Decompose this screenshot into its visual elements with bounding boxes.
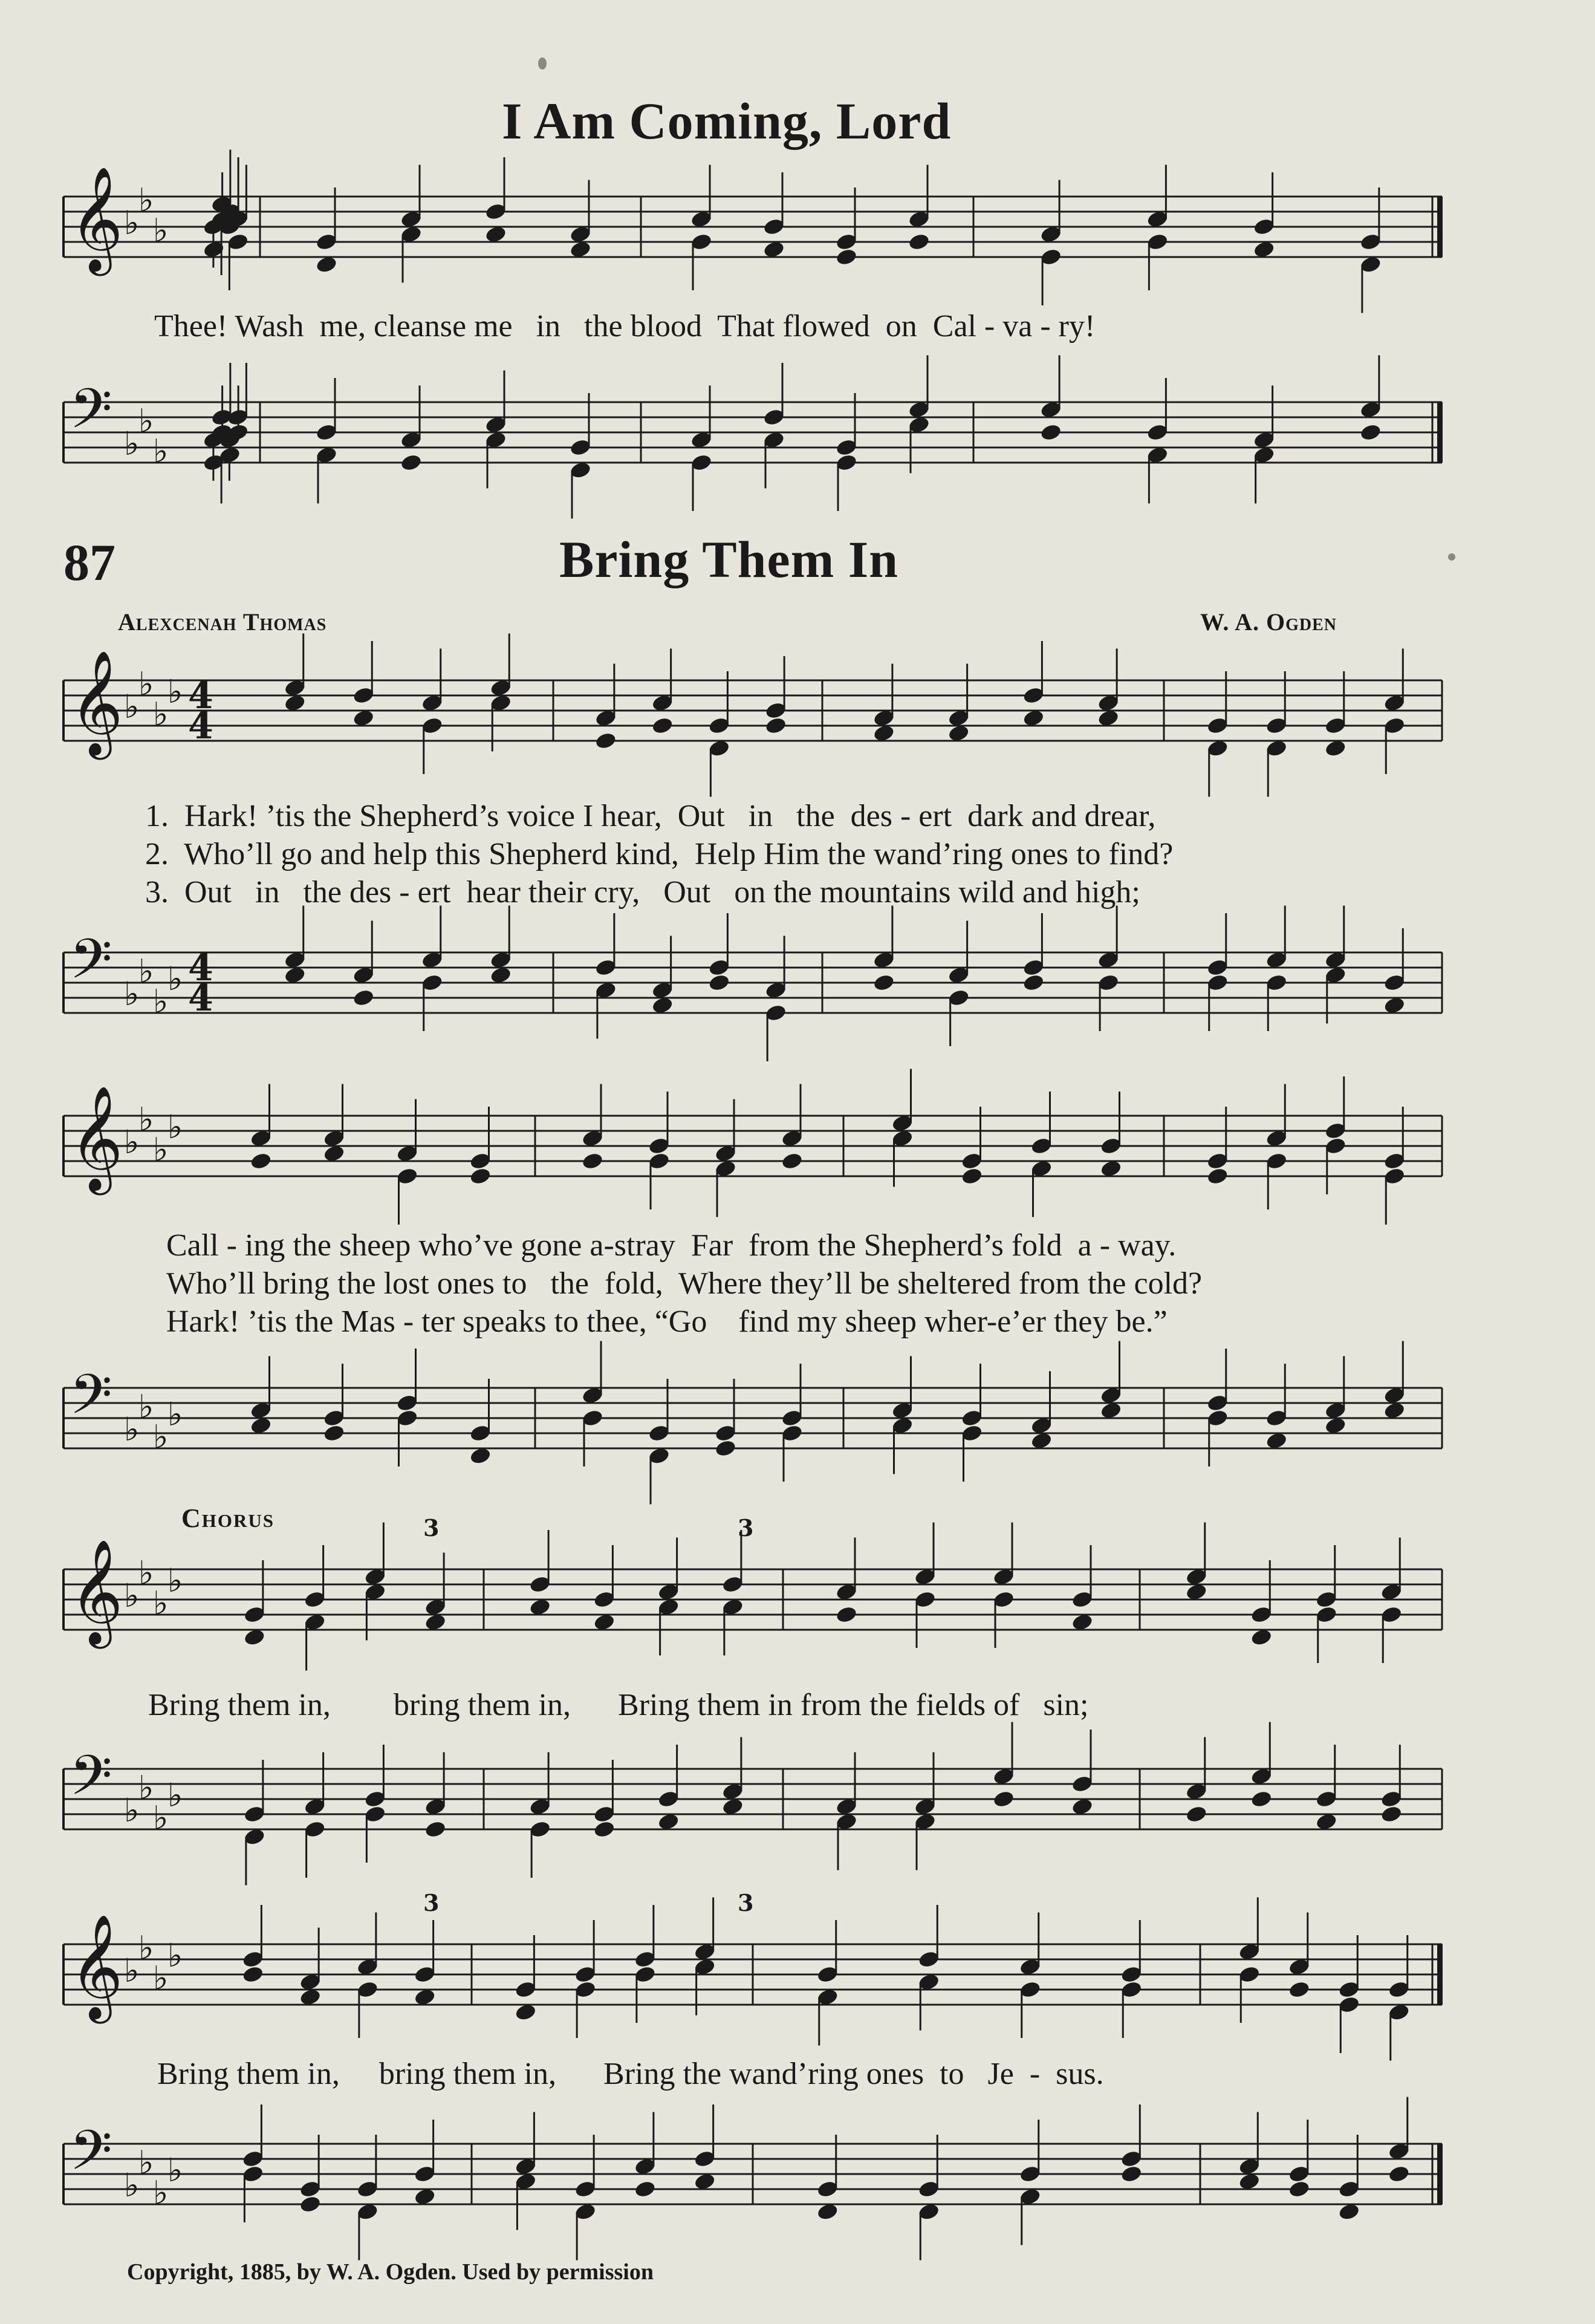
notehead (835, 247, 858, 267)
notehead (714, 1439, 737, 1458)
system2-bass-staff (0, 1362, 1595, 1476)
flat-icon: ♭ (153, 695, 169, 734)
notehead (961, 1167, 984, 1186)
notehead (908, 232, 931, 252)
flat-icon: ♭ (153, 1130, 169, 1169)
notehead (323, 1424, 346, 1443)
flat-icon: ♭ (138, 1387, 154, 1426)
notehead (352, 988, 375, 1007)
paper-blemish (1448, 553, 1455, 561)
flat-icon: ♭ (138, 2143, 154, 2182)
prev-hymn-lyrics: Thee! Wash me, cleanse me in the blood That flowed on Cal - va - ry! (154, 309, 1096, 343)
flat-icon: ♭ (153, 982, 169, 1021)
bass-clef-icon: 𝄢 (70, 927, 112, 1004)
system1-bass-staff (0, 927, 1595, 1040)
flat-icon: ♭ (153, 1418, 169, 1456)
notehead (1288, 2179, 1311, 2199)
flat-icon: ♭ (124, 2166, 140, 2204)
prev-hymn-bass-staff (0, 377, 1595, 490)
flat-icon: ♭ (167, 1108, 183, 1146)
flat-icon: ♭ (124, 688, 140, 726)
treble-clef-icon: 𝄞 (70, 1914, 123, 2019)
triplet-mark: 3 (423, 1514, 440, 1541)
notehead (299, 2195, 322, 2214)
chorus-label: Chorus (181, 1503, 275, 1533)
verse1-line1: 1. Hark! ’tis the Shepherd’s voice I hear, Out in the des - ert dark and drear, (145, 799, 1156, 833)
flat-icon: ♭ (138, 952, 154, 991)
hymn-author: Alexcenah Thomas (118, 608, 327, 636)
flat-icon: ♭ (124, 425, 140, 463)
flat-icon: ♭ (138, 1929, 154, 1967)
treble-clef-icon: 𝄞 (70, 166, 123, 272)
notehead (1185, 1805, 1208, 1824)
notehead (424, 1820, 447, 1839)
final-treble-staff (0, 1889, 1595, 2032)
hymn-composer: W. A. Ogden (1200, 608, 1337, 636)
paper-blemish (538, 57, 547, 70)
treble-clef-icon: 𝄞 (70, 650, 123, 755)
notehead (634, 2179, 657, 2199)
notehead (1359, 423, 1382, 442)
flat-icon: ♭ (167, 1936, 183, 1974)
triplet-mark: 3 (423, 1889, 440, 1916)
time-signature-bottom: 4 (188, 705, 213, 747)
staff-lines (63, 402, 1442, 463)
system1-treble-staff (0, 650, 1595, 768)
notehead (1380, 1805, 1403, 1824)
staff-lines (63, 1569, 1442, 1630)
flat-icon: ♭ (167, 672, 183, 711)
prev-hymn-title: I Am Coming, Lord (502, 92, 952, 150)
chorus-bass-staff (0, 1743, 1595, 1857)
notehead (469, 1167, 492, 1186)
staff-lines (63, 1769, 1442, 1829)
flat-icon: ♭ (138, 1768, 154, 1807)
flat-icon: ♭ (153, 2173, 169, 2212)
flat-icon: ♭ (153, 1584, 169, 1623)
flat-icon: ♭ (138, 181, 154, 220)
prev-hymn-treble-staff (0, 166, 1595, 284)
notehead (872, 973, 895, 992)
staff-lines (63, 680, 1442, 741)
notehead (1120, 2164, 1143, 2184)
flat-icon: ♭ (138, 1554, 154, 1592)
notehead (1388, 2164, 1411, 2184)
notehead (250, 1151, 273, 1171)
notehead (651, 716, 674, 735)
flat-icon: ♭ (153, 432, 169, 470)
verse2-line2: Who’ll bring the lost ones to the fold, Where they’ll be sheltered from the cold? (166, 1266, 1203, 1301)
flat-icon: ♭ (124, 1410, 140, 1448)
flat-icon: ♭ (124, 1577, 140, 1615)
notehead (581, 1151, 604, 1171)
flat-icon: ♭ (124, 1791, 140, 1829)
chorus-line2: Bring them in, bring them in, Bring the wand’ring ones to Je - sus. (157, 2057, 1104, 2091)
verse2-line1: 2. Who’ll go and help this Shepherd kind, Help Him the wand’ring ones to find? (145, 837, 1174, 871)
flat-icon: ♭ (153, 1798, 169, 1837)
notehead (781, 1151, 804, 1171)
flat-icon: ♭ (167, 1776, 183, 1814)
notehead (835, 1605, 858, 1624)
triplet-mark: 3 (738, 1514, 754, 1541)
flat-icon: ♭ (138, 402, 154, 440)
flat-icon: ♭ (138, 665, 154, 703)
final-bass-staff (0, 2118, 1595, 2231)
notehead (400, 453, 423, 472)
notehead (1206, 1167, 1229, 1186)
flat-icon: ♭ (167, 1561, 183, 1600)
flat-icon: ♭ (124, 204, 140, 242)
bass-clef-icon: 𝄢 (70, 377, 112, 454)
notehead (1022, 973, 1045, 992)
triplet-mark: 3 (738, 1889, 754, 1916)
staff-lines (63, 952, 1442, 1013)
treble-clef-icon: 𝄞 (70, 1539, 123, 1644)
flat-icon: ♭ (167, 1395, 183, 1433)
time-signature-top: 4 (188, 947, 213, 989)
flat-icon: ♭ (167, 960, 183, 998)
bass-clef-icon: 𝄢 (70, 1362, 112, 1440)
flat-icon: ♭ (124, 975, 140, 1013)
hymn-title: Bring Them In (559, 530, 898, 588)
treble-clef-icon: 𝄞 (70, 1086, 123, 1191)
notehead (708, 973, 731, 992)
bass-clef-icon: 𝄢 (70, 2118, 112, 2196)
flat-icon: ♭ (124, 1123, 140, 1161)
flat-icon: ♭ (138, 1100, 154, 1139)
notehead (593, 1820, 616, 1839)
flat-icon: ♭ (153, 1959, 169, 1997)
copyright-notice: Copyright, 1885, by W. A. Ogden. Used by permission (127, 2259, 654, 2285)
flat-icon: ♭ (153, 211, 169, 250)
time-signature-top: 4 (188, 675, 213, 717)
bass-clef-icon: 𝄢 (70, 1743, 112, 1821)
hymn-number: 87 (63, 533, 115, 591)
notehead (764, 716, 787, 735)
notehead (1250, 1789, 1273, 1809)
time-signature-bottom: 4 (188, 977, 213, 1020)
verse1-line2: Call - ing the sheep who’ve gone a-stray Far from the Shepherd’s fold a - way. (166, 1228, 1177, 1263)
verse3-line2: Hark! ’tis the Mas - ter speaks to thee, “Go find my sheep wher-e’er they be.” (166, 1304, 1168, 1339)
notehead (594, 731, 617, 750)
flat-icon: ♭ (124, 1951, 140, 1990)
notehead (1288, 1980, 1311, 1999)
notehead (1039, 423, 1062, 442)
system2-treble-staff (0, 1086, 1595, 1203)
verse3-line1: 3. Out in the des - ert hear their cry, Out on the mountains wild and high; (145, 875, 1140, 910)
flat-icon: ♭ (167, 2151, 183, 2189)
chorus-line1: Bring them in, bring them in, Bring them in from the fields of sin; (148, 1688, 1089, 1722)
notehead (242, 1965, 265, 1984)
staff-lines (63, 197, 1442, 257)
notehead (992, 1789, 1015, 1809)
